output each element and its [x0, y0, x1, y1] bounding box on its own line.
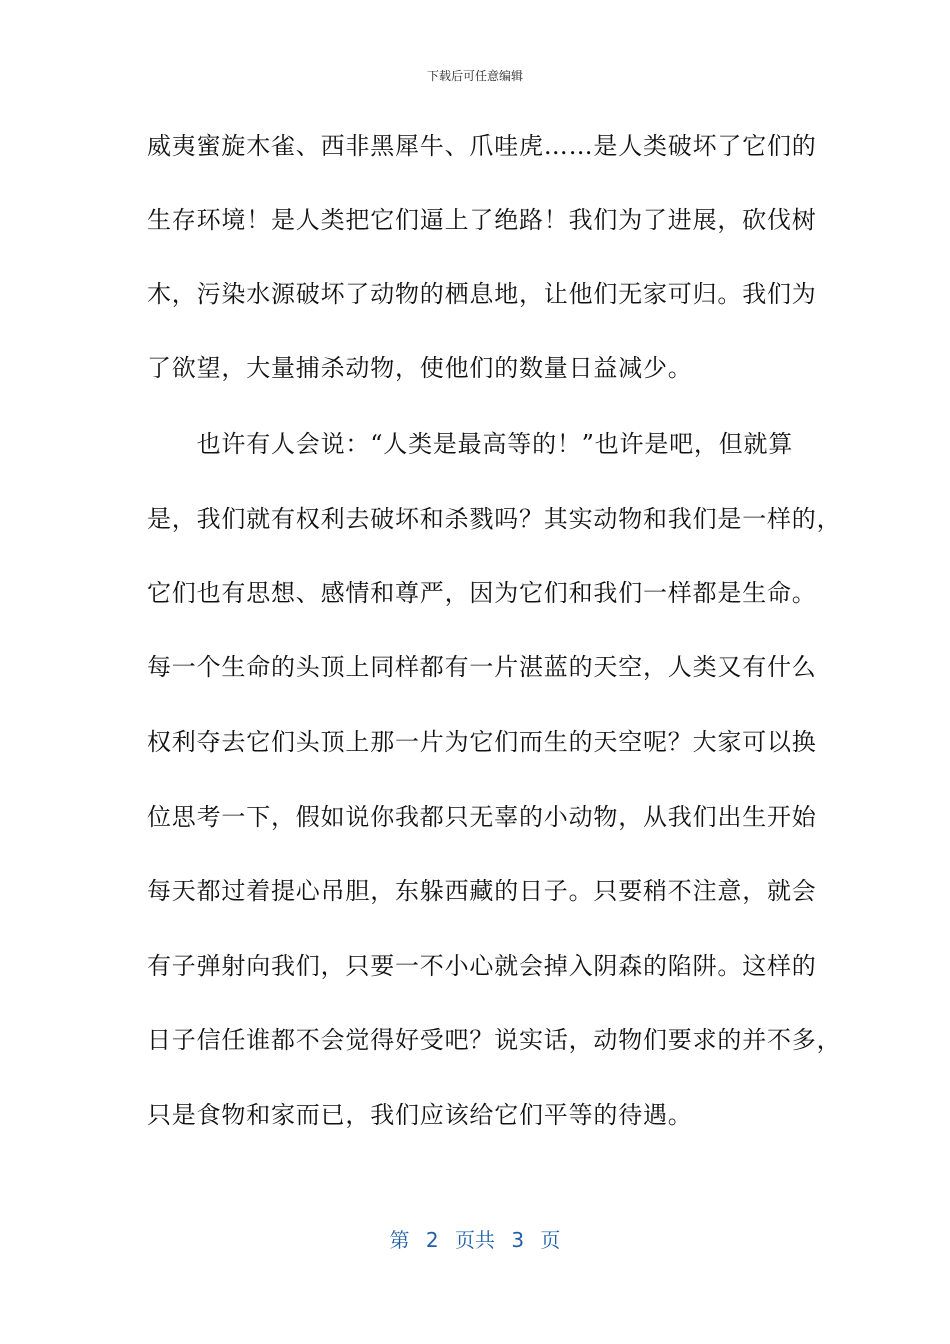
- text-line: 日子信任谁都不会觉得好受吧？说实话，动物们要求的并不多，: [147, 1026, 842, 1054]
- text-line: 木，污染水源破坏了动物的栖息地，让他们无家可归。我们为: [147, 280, 817, 308]
- text-line: 它们也有思想、感情和尊严，因为它们和我们一样都是生命。: [147, 579, 817, 607]
- text-line: 是，我们就有权利去破坏和杀戮吗？其实动物和我们是一样的，: [147, 505, 842, 533]
- text-line: 只是食物和家而已，我们应该给它们平等的待遇。: [147, 1101, 693, 1129]
- text-line: 也许有人会说：“人类是最高等的！”也许是吧，但就算: [147, 430, 794, 458]
- text-line: 每天都过着提心吊胆，东躲西藏的日子。只要稍不注意，就会: [147, 877, 817, 905]
- text-line: 位思考一下，假如说你我都只无辜的小动物，从我们出生开始: [147, 803, 817, 831]
- text-line: 每一个生命的头顶上同样都有一片湛蓝的天空，人类又有什么: [147, 653, 817, 681]
- page-number: 第 2 页共 3 页: [389, 1228, 561, 1252]
- header-note: 下载后可任意编辑: [426, 69, 523, 83]
- text-line: 了欲望，大量捕杀动物，使他们的数量日益减少。: [147, 354, 693, 382]
- text-line: 权利夺去它们头顶上那一片为它们而生的天空呢？大家可以换: [147, 728, 817, 756]
- text-line: 生存环境！是人类把它们逼上了绝路！我们为了进展，砍伐树: [147, 206, 817, 234]
- text-line: 威夷蜜旋木雀、西非黑犀牛、爪哇虎……是人类破坏了它们的: [147, 132, 817, 160]
- text-line: 有子弹射向我们，只要一不小心就会掉入阴森的陷阱。这样的: [147, 952, 817, 980]
